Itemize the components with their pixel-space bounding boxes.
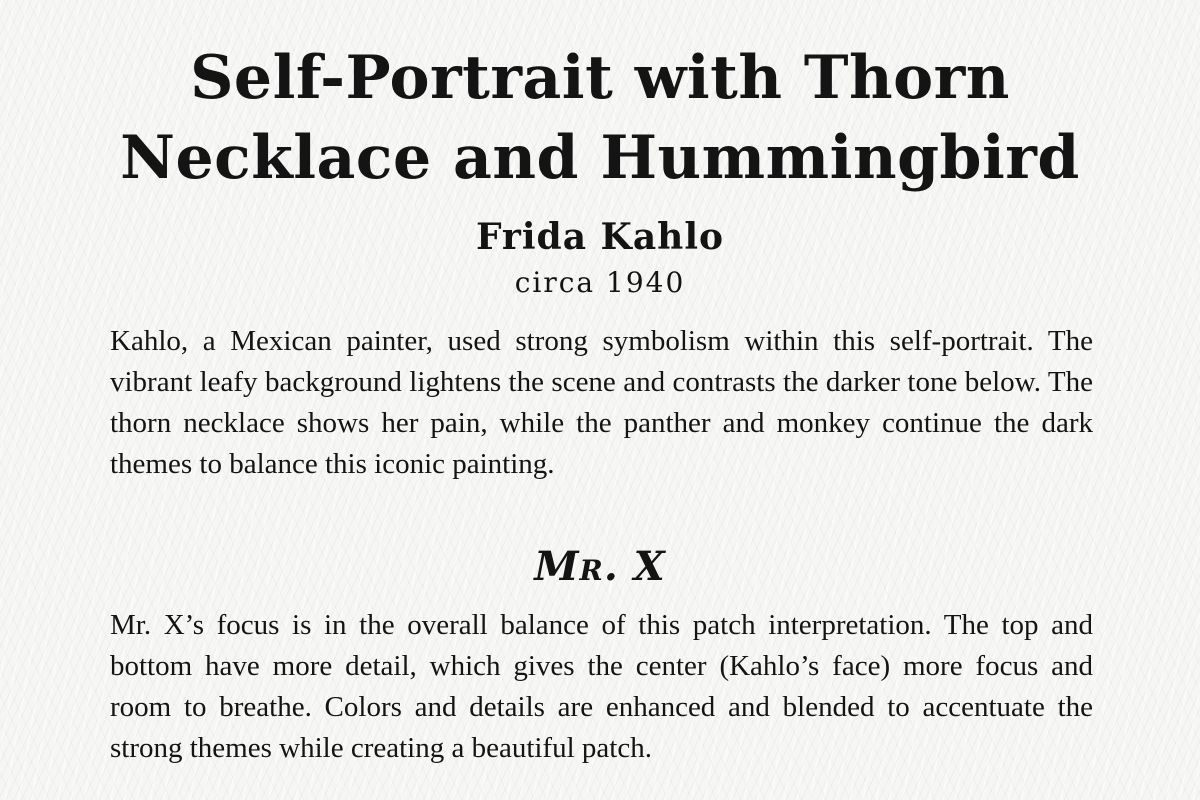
artwork-description: Kahlo, a Mexican painter, used strong symbolism within this self-portrait. The vibrant leafy background lightens the scene and contrasts the darker tone below. The thorn necklace shows her pain, while the panther and monkey continue the dark themes to balance this iconic painting. <box>110 325 1093 480</box>
interpretation-title: Mr. X <box>534 543 666 590</box>
artwork-title-line-2: Necklace and Hummingbird <box>120 123 1080 193</box>
artwork-title <box>60 38 1140 198</box>
interpretation-description: Mr. X’s focus is in the overall balance of this patch interpretation. The top and bottom have more detail, which gives the center (Kahlo’s face) more focus and room to breathe. Colors and details are enhanced and blended to accentuate the strong themes while creating a beautiful patch. <box>110 609 1093 764</box>
artwork-date: circa 1940 <box>514 266 686 299</box>
artwork-title-line-1: Self-Portrait with Thorn <box>190 43 1010 113</box>
artist-name: Frida Kahlo <box>475 216 725 258</box>
